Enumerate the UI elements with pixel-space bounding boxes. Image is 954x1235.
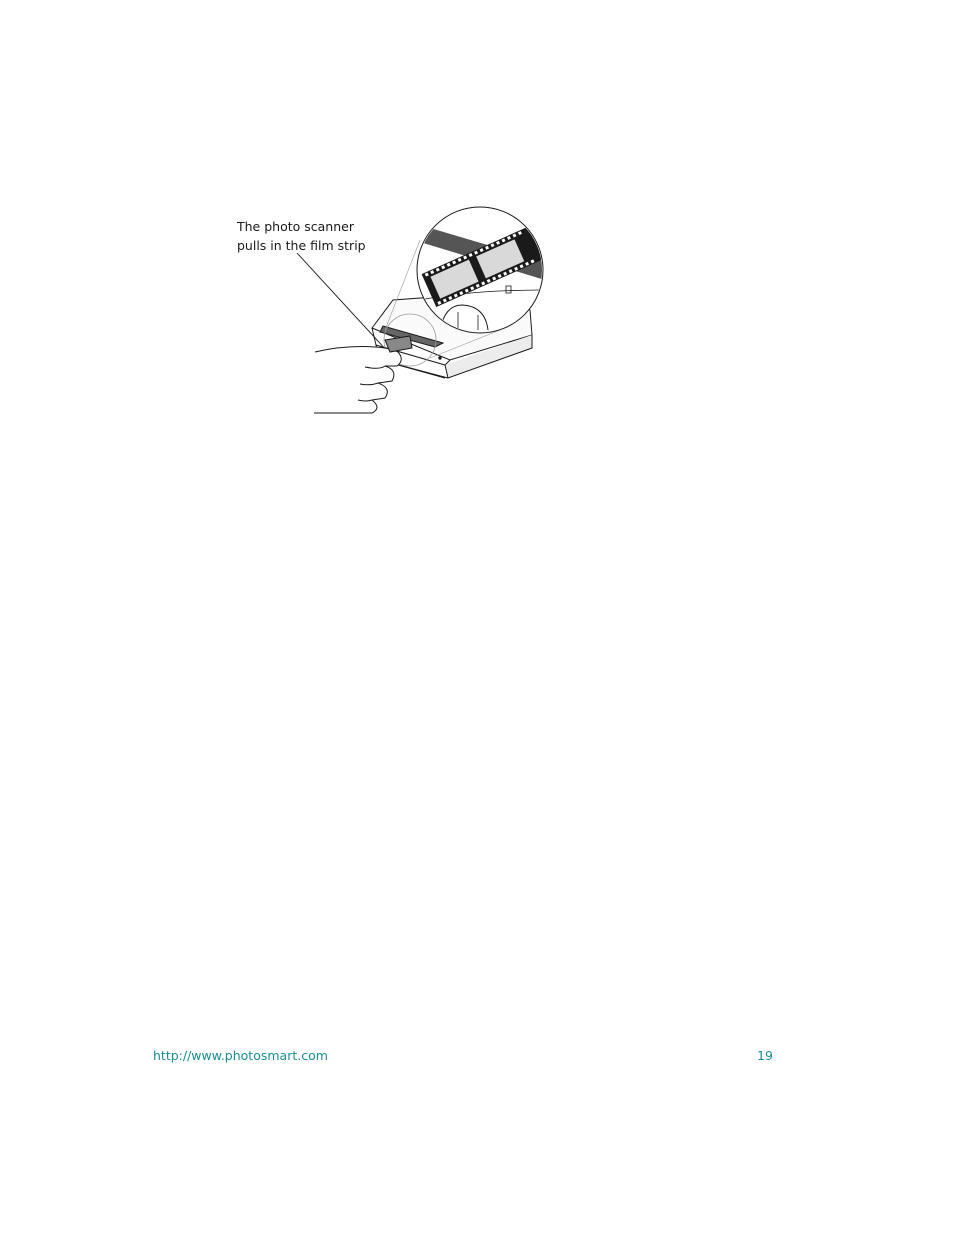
- caption-line-2: pulls in the film strip: [237, 238, 366, 253]
- scanner-film-strip-illustration: [290, 200, 550, 425]
- page-number: 19: [757, 1048, 773, 1063]
- footer-url-link[interactable]: http://www.photosmart.com: [153, 1048, 328, 1063]
- hand: [314, 336, 412, 413]
- caption-line-1: The photo scanner: [237, 219, 354, 234]
